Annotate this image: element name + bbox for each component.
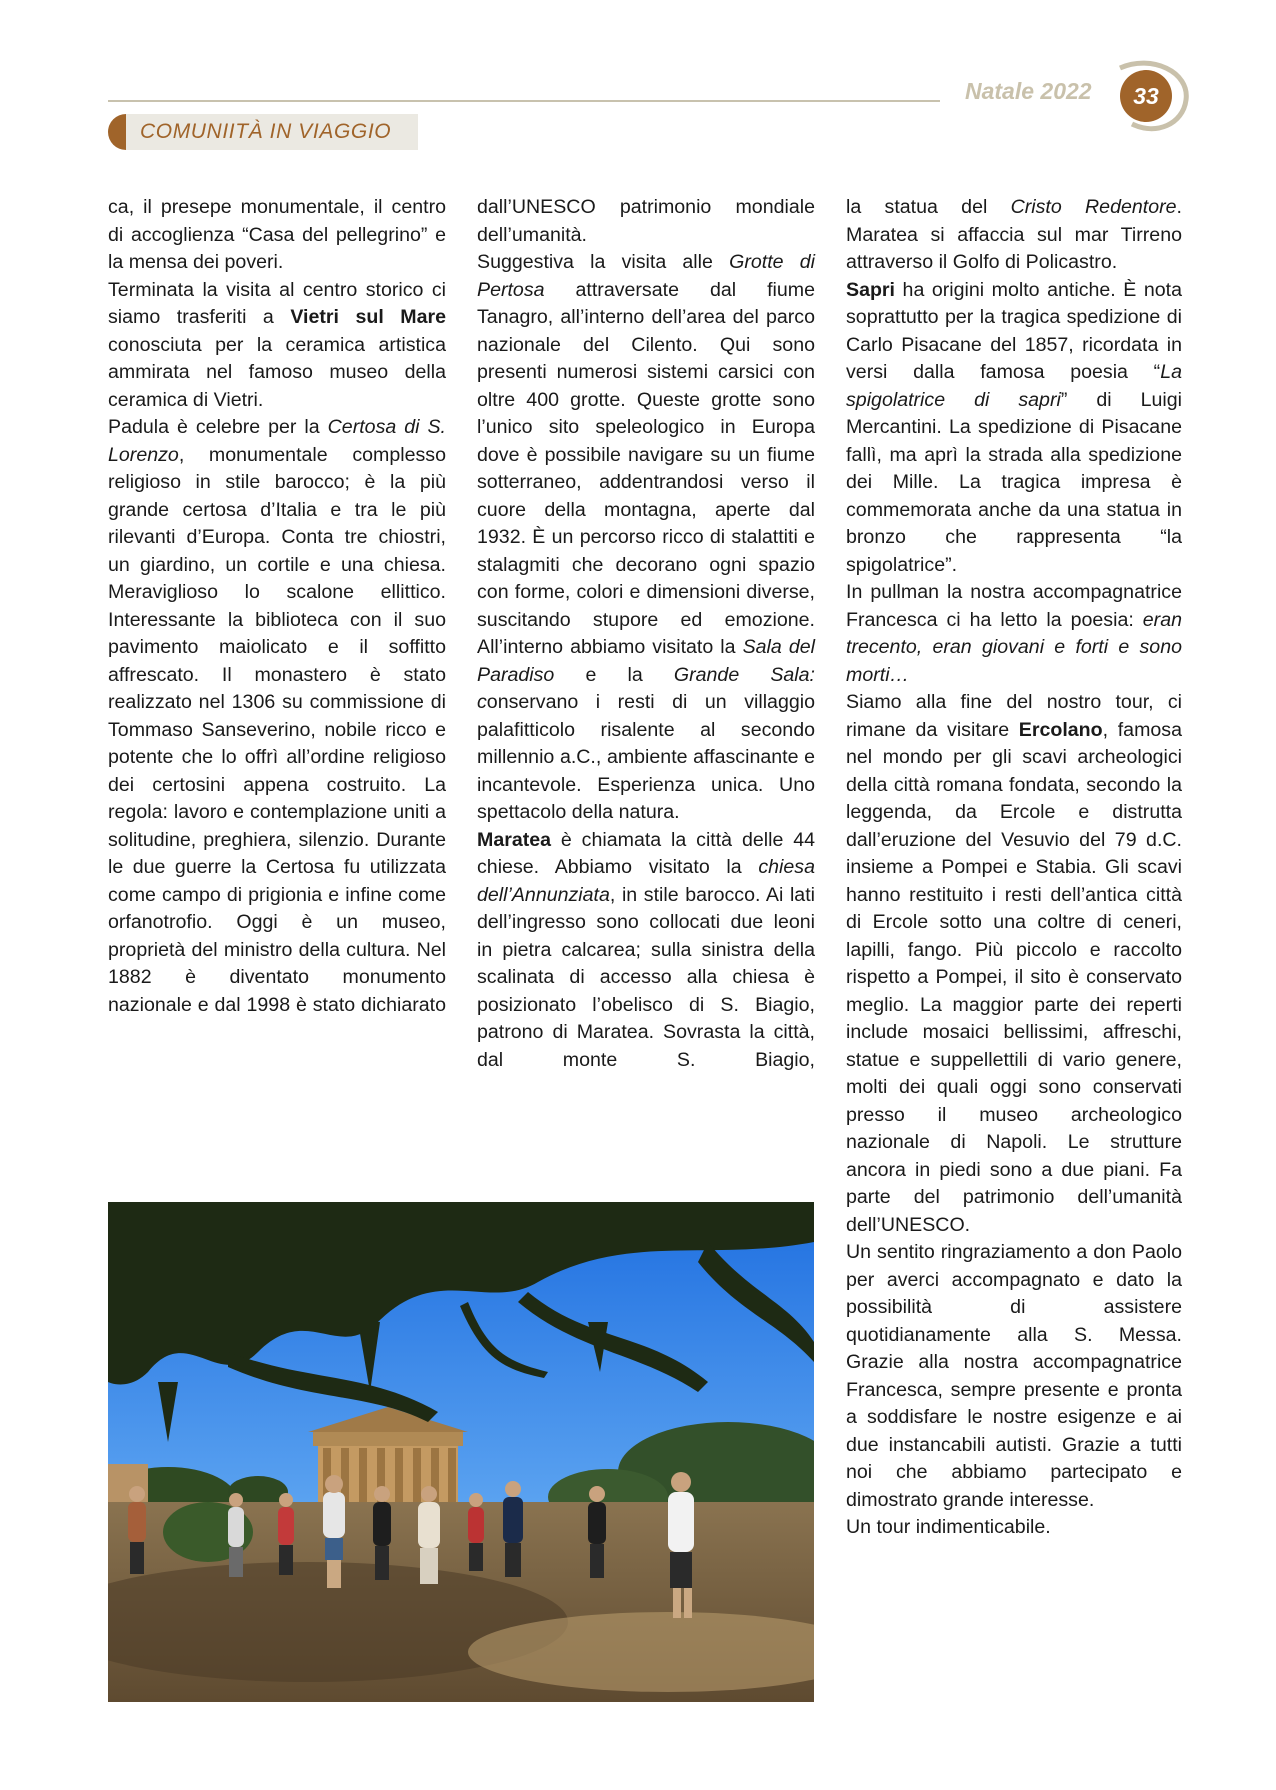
text: ca, il presepe monumentale, il centro di accoglienza “Casa del pellegrino” e la mensa dei poveri. [108, 196, 446, 273]
text: In pullman la nostra accompagnatrice Francesca ci ha letto la poesia: [846, 581, 1182, 631]
text: Suggestiva la visita alle [477, 251, 730, 273]
header-rule [108, 100, 940, 102]
italic-text: Cristo Redentore [1010, 196, 1177, 218]
paragraph [846, 579, 1182, 689]
text: . Maratea si affaccia sul mar Tirreno attraverso il Golfo di Policastro. [846, 196, 1182, 273]
paragraph [477, 249, 815, 827]
paragraph [108, 414, 446, 1019]
text: conosciuta per la ceramica artistica ammirata nel famoso museo della ceramica di Vietri. [108, 333, 446, 411]
text: Siamo alla fine del nostro tour, ci rimane da visitare [846, 691, 1182, 741]
text: e la [554, 663, 674, 686]
paragraph [846, 194, 1182, 277]
section-tab-cap [108, 114, 126, 150]
section-tab [108, 114, 418, 150]
photo-illustration [108, 1202, 814, 1702]
text: attraversate dal fiume Tanagro, all’interno dell’area del parco nazionale del Cilento. Qui sono presenti numerosi sistemi carsici con oltre 400 grotte. Queste grotte sono l’unico sito speleologico in Europa dove è possibile navigare su un fiume sotterraneo, addentrandosi verso il cuore della montagna, aperte dal 1932. È un percorso ricco di stalattiti e stalagmiti che decorano ogni spazio con forme, colori e dimensioni diverse, suscitando stupore ed emozione. All’interno abbiamo visitato la [477, 278, 815, 658]
article-column-1 [108, 194, 446, 1019]
bold-text: Ercolano [1018, 718, 1103, 741]
paragraph [477, 194, 815, 249]
paragraph [846, 689, 1182, 1239]
text: Un tour indimenticabile. [846, 1516, 1051, 1538]
text: Padula è celebre per la [108, 416, 328, 438]
italic-text: Grotte di Pertosa [477, 251, 815, 301]
text: è chiamata la città delle 44 chiese. Abbiamo visitato la [477, 828, 815, 878]
italic-text: eran trecento, eran giovani e forti e sono morti… [846, 608, 1182, 686]
paragraph [108, 277, 446, 415]
text: ” di Luigi Mercantini. La spedizione di Pisacane fallì, ma aprì la strada alla spedizione dei Mille. La tragica impresa è commemorata anche da una statua in bronzo che rappresenta “la spigolatrice”. [846, 388, 1182, 576]
text: ha origini molto antiche. È nota soprattutto per la tragica spedizione di Carlo Pisacane del 1857, ricordata in versi dalla famosa poesia “ [846, 278, 1182, 383]
paragraph [108, 194, 446, 277]
bold-text: Vietri sul Mare [290, 306, 446, 328]
text: dall’UNESCO patrimonio mondiale dell’umanità. [477, 196, 815, 246]
article-column-2 [477, 194, 815, 1074]
issue-label: Natale 2022 [965, 78, 1092, 104]
article-column-3 [846, 194, 1182, 1542]
text: onservano i resti di un villaggio palafitticolo risalente al secondo millennio a.C., ambiente affascinante e incantevole. Esperienza unica. Uno spettacolo della natura. [477, 691, 815, 823]
text: la statua del [846, 196, 1011, 218]
italic-text: Certosa di S. Lorenzo [108, 416, 446, 466]
paragraph [846, 1514, 1182, 1542]
bold-text: Sapri [846, 278, 896, 301]
paragraph [846, 1239, 1182, 1514]
text: Un sentito ringraziamento a don Paolo per averci accompagnato e dato la possibilità di assistere quotidianamente alla S. Messa. Grazie alla nostra accompagnatrice Francesca, sempre presente e pronta a soddisfare le nostre esigenze e ai due instancabili autisti. Grazie a tutti noi che abbiamo partecipato e dimostrato grande interesse. [846, 1241, 1182, 1511]
paragraph [846, 277, 1182, 580]
italic-text: chiesa dell’Annunziata [477, 856, 815, 906]
text: , famosa nel mondo per gli scavi archeologici della città romana fondata, secondo la leggenda, da Ercole e distrutta dall’eruzione del Vesuvio del 79 d.C. insieme a Pompei e Stabia. Gli scavi hanno restituito i resti dell’antica città di Ercole sotto una coltre di ceneri, lapilli, fango. Più piccolo e raccolto rispetto a Pompei, il sito è conservato meglio. La maggior parte dei reperti include mosaici bellissimi, affreschi, statue e suppellettili di vario genere, molti dei quali oggi sono conservati presso il museo archeologico nazionale di Napoli. Le strutture ancora in piedi sono a due piani. Fa parte del patrimonio dell’umanità dell’UNESCO. [846, 718, 1182, 1236]
bold-text: Maratea [477, 828, 552, 851]
tour-group-photo [108, 1202, 814, 1702]
paragraph [477, 827, 815, 1075]
text: Terminata la visita al centro storico ci siamo trasferiti a [108, 278, 446, 328]
section-title: COMUNIITÀ IN VIAGGIO [140, 120, 392, 143]
italic-text: La spigolatrice di sapri [846, 361, 1182, 411]
text: , in stile barocco. Ai lati dell’ingresso sono collocati due leoni in pietra calcarea; sulla sinistra della scalinata di accesso alla chiesa è posizionato l’obelisco di S. Biagio, patrono di Maratea. Sovrasta la città, dal monte S. Biagio, [477, 883, 815, 1071]
page-number: 33 [1133, 83, 1159, 109]
italic-text: Grande Sala: c [477, 663, 815, 713]
italic-text: Sala del Paradiso [477, 636, 815, 686]
text: , monumentale complesso religioso in stile barocco; è la più grande certosa d’Italia e tra le più rilevanti d’Europa. Conta tre chiostri, un giardino, un cortile e una chiesa. Meraviglioso lo scalone ellittico. Interessante la biblioteca con il suo pavimento maiolicato e il soffitto affrescato. Il monastero è stato realizzato nel 1306 su commissione di Tommaso Sanseverino, nobile ricco e potente che lo offrì all’ordine religioso dei certosini appena costruito. La regola: lavoro e contemplazione uniti a solitudine, preghiera, silenzio. Durante le due guerre la Certosa fu utilizzata come campo di prigionia e infine come orfanotrofio. Oggi è un museo, proprietà del ministro della cultura. Nel 1882 è diventato monumento nazionale e dal 1998 è stato dichiarato [108, 443, 446, 1016]
